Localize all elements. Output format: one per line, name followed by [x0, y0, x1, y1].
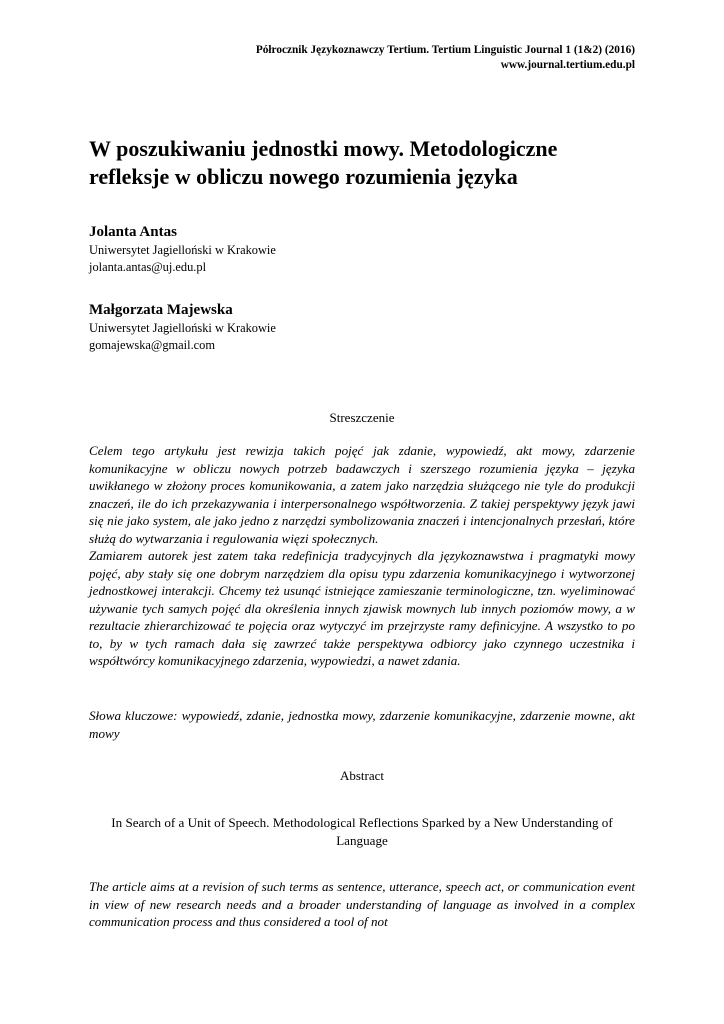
title-line-2: refleksje w obliczu nowego rozumienia języka	[89, 164, 518, 189]
author-email[interactable]: jolanta.antas@uj.edu.pl	[89, 260, 207, 274]
abstract-heading: Abstract	[339, 768, 385, 783]
streszczenie-heading: Streszczenie	[329, 410, 395, 425]
abstract-paragraph: The article aims at a revision of such terms as sentence, utterance, speech act, or communication event in view of new research needs and a broader understanding of language as involved in a complex communication process and thus considered a tool of not	[89, 879, 635, 929]
title-line-1: W poszukiwaniu jednostki mowy. Metodologiczne	[89, 136, 558, 161]
journal-url[interactable]: www.journal.tertium.edu.pl	[500, 59, 635, 71]
author-block-1	[89, 223, 649, 276]
polish-abstract	[89, 442, 635, 670]
author-affiliation: Uniwersytet Jagielloński w Krakowie	[89, 243, 276, 257]
english-title: In Search of a Unit of Speech. Methodological Reflections Sparked by a New Understanding of Language	[111, 815, 613, 848]
english-abstract	[89, 878, 635, 931]
abstract-paragraph: Zamiarem autorek jest zatem taka redefinicja tradycyjnych dla językoznawstwa i pragmatyki mowy pojęć, aby stały się one dobrym narzędziem dla opisu typu zdarzenia komunikacyjnego i wytworzonej jednostkowej interakcji. Chcemy też usunąć istniejące zamieszanie terminologiczne, tzn. wyeliminować używanie tych samych pojęć dla określenia innych zjawisk mownych lub innych poziomów mowy, a w rezultacie zhierarchizować te pojęcia oraz wytyczyć im przejrzyste ramy definicyjne. A wszystko to po to, by w tych ramach dała się zawrzeć także perspektywa odbiorcy jako czynnego uczestnika i współtwórcy komunikacyjnego zdarzenia, wypowiedzi, a nawet zdania.	[89, 548, 635, 668]
author-affiliation: Uniwersytet Jagielloński w Krakowie	[89, 321, 276, 335]
keywords: Słowa kluczowe: wypowiedź, zdanie, jednostka mowy, zdarzenie komunikacyjne, zdarzenie mowne, akt mowy	[89, 708, 635, 741]
author-name: Małgorzata Majewska	[89, 302, 233, 318]
journal-name: Półrocznik Językoznawczy Tertium. Tertium Linguistic Journal 1 (1&2) (2016)	[255, 44, 635, 56]
abstract-paragraph: Celem tego artykułu jest rewizja takich pojęć jak zdanie, wypowiedź, akt mowy, zdarzenie komunikacyjne w obliczu nowych potrzeb badawczych i szerszego rozumienia języka – języka uwikłanego w złożony proces komunikowania, a zatem jako narzędzia służącego nie tyle do produkcji znaczeń, ile do ich przekazywania i interpersonalnego współtworzenia. Z takiej perspektywy język jawi się nie jako system, ale jako jedno z narzędzi symbolizowania znaczeń i intencjonalnych przesłań, które służą do wytwarzania i regulowania więzi społecznych.	[89, 443, 635, 546]
author-block-2	[89, 301, 649, 354]
author-name: Jolanta Antas	[89, 224, 177, 240]
author-email[interactable]: gomajewska@gmail.com	[89, 338, 215, 352]
paper-title	[89, 135, 649, 191]
journal-header	[256, 43, 635, 73]
